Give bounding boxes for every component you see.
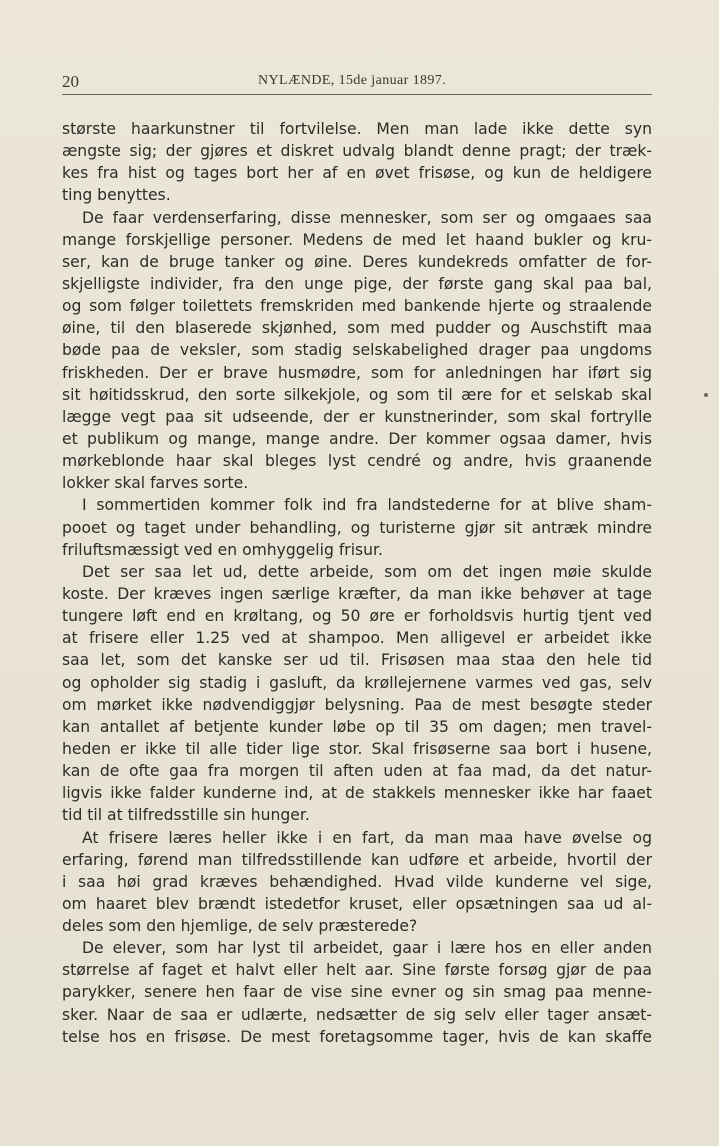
text-line: øine, til den blaserede skjønhed, som med pudder og Auschstift maa	[62, 319, 652, 338]
text-line: og opholder sig stadig i gasluft, da krøllejernene varmes ved gas, selv	[62, 673, 652, 692]
text-line: sker. Naar de saa er udlærte, nedsætter de sig selv eller tager ansæt-	[62, 1005, 652, 1024]
text-line: sit høitidsskrud, den sorte silkekjole, og som til ære for et selskab skal	[62, 385, 652, 404]
body-text	[62, 118, 652, 1048]
text-line: og som følger toilettets fremskriden med bankende hjerte og straalende	[62, 297, 652, 316]
text-line: I sommertiden kommer folk ind fra landstederne for at blive sham-	[82, 496, 652, 515]
text-line: kan de ofte gaa fra morgen til aften uden at faa mad, da det natur-	[62, 762, 652, 781]
text-line: mørkeblonde haar skal bleges lyst cendré og andre, hvis graanende	[62, 452, 652, 471]
text-line: erfaring, førend man tilfredsstillende kan udføre et arbeide, hvortil der	[62, 850, 652, 869]
text-line: om haaret blev brændt istedetfor kruset, eller opsætningen saa ud al-	[62, 894, 652, 913]
running-head: NYLÆNDE, 15de januar 1897.	[258, 73, 447, 88]
text-line: i saa høi grad kræves behændighed. Hvad vilde kunderne vel sige,	[62, 872, 652, 891]
text-line: tungere løft end en krøltang, og 50 øre er forholdsvis hurtig tjent ved	[62, 607, 652, 626]
text-line: lokker skal farves sorte.	[62, 474, 249, 493]
text-line: telse hos en frisøse. De mest foretagsomme tager, hvis de kan skaffe	[62, 1027, 652, 1046]
text-line: ting benyttes.	[62, 186, 171, 205]
text-line: heden er ikke til alle tider lige stor. Skal frisøserne saa bort i husene,	[62, 739, 652, 758]
text-line: De faar verdenserfaring, disse mennesker, som ser og omgaaes saa	[82, 208, 652, 227]
text-line: kan antallet af betjente kunder løbe op til 35 om dagen; men travel-	[62, 717, 652, 736]
page-header	[62, 72, 652, 95]
text-line: tid til at tilfredsstille sin hunger.	[62, 806, 310, 825]
text-line: lægge vegt paa sit udseende, der er kunstnerinder, som skal fortrylle	[62, 407, 652, 426]
text-line: parykker, senere hen faar de vise sine evner og sin smag paa menne-	[62, 983, 652, 1002]
text-line: om mørket ikke nødvendiggjør belysning. Paa de mest besøgte steder	[62, 695, 652, 714]
text-line: at frisere eller 1.25 ved at shampoo. Men alligevel er arbeidet ikke	[62, 629, 652, 648]
text-line: pooet og taget under behandling, og turisterne gjør sit antræk mindre	[62, 518, 652, 537]
text-line: et publikum og mange, mange andre. Der kommer ogsaa damer, hvis	[62, 429, 652, 448]
text-line: saa let, som det kanske ser ud til. Frisøsen maa staa den hele tid	[62, 651, 652, 670]
text-line: friluftsmæssigt ved en omhyggelig frisur.	[62, 540, 383, 559]
page-number: 20	[62, 72, 79, 91]
text-line: friskheden. Der er brave husmødre, som for anledningen har iført sig	[62, 363, 652, 382]
text-line: deles som den hjemlige, de selv præsterede?	[62, 917, 418, 936]
text-line: ligvis ikke falder kunderne ind, at de stakkels mennesker ikke har faaet	[62, 784, 652, 803]
text-line: bøde paa de veksler, som stadig selskabelighed drager paa ungdoms	[62, 341, 652, 360]
text-line: De elever, som har lyst til arbeidet, gaar i lære hos en eller anden	[82, 939, 652, 958]
text-line: At frisere læres heller ikke i en fart, da man maa have øvelse og	[82, 828, 652, 847]
text-line: Det ser saa let ud, dette arbeide, som om det ingen møie skulde	[82, 562, 652, 581]
text-line: ængste sig; der gjøres et diskret udvalg blandt denne pragt; der træk-	[62, 142, 652, 161]
text-line: koste. Der kræves ingen særlige kræfter, da man ikke behøver at tage	[62, 584, 652, 603]
text-line: ser, kan de bruge tanker og øine. Deres kundekreds omfatter de for-	[62, 252, 652, 271]
print-speck	[704, 393, 708, 397]
text-line: størrelse af faget et halvt eller helt aar. Sine første forsøg gjør de paa	[62, 961, 652, 980]
text-line: skjelligste individer, fra den unge pige, der første gang skal paa bal,	[62, 274, 652, 293]
text-line: kes fra hist og tages bort her af en øvet frisøse, og kun de heldigere	[62, 164, 652, 183]
text-line: største haarkunstner til fortvilelse. Men man lade ikke dette syn	[62, 120, 652, 138]
text-line: mange forskjellige personer. Medens de med let haand bukler og kru-	[62, 230, 652, 249]
